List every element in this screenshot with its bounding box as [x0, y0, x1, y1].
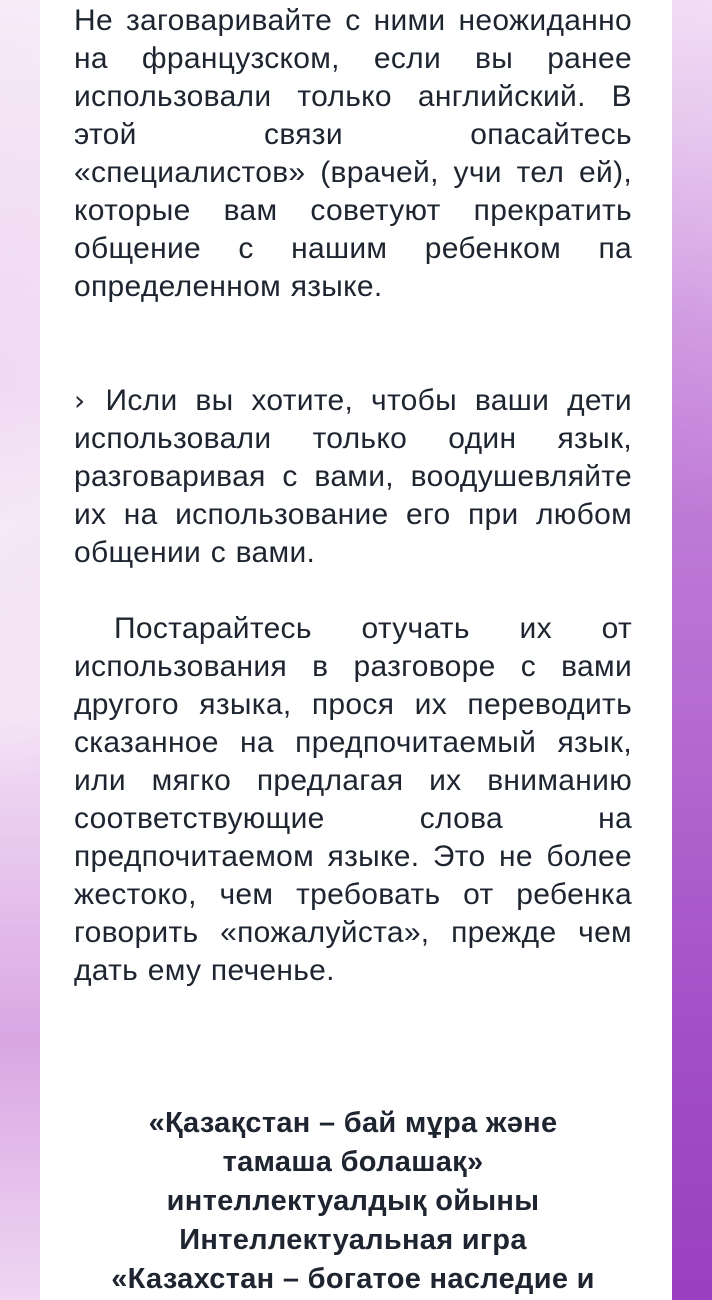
section-heading	[74, 1104, 632, 1299]
heading-line-1: «Қазақстан – бай мұра және	[148, 1107, 558, 1139]
paragraph-1: Не заговаривайте с ними неожиданно на французском, если вы ранее использовали только английский. В этой связи опасайтесь «специалистов» (врачей, учи тел ей), которые вам советуют прекратить общение с нашим ребенком па определенном языке.	[74, 4, 632, 303]
heading-line-2: тамаша болашақ»	[222, 1146, 484, 1178]
paragraph-3: Постарайтесь отучать их от использования в разговоре с вами другого языка, прося их переводить сказанное на предпочитаемый язык, или мягко предлагая их вниманию соответствующие слова на предпочитаемом языке. Это не более жестоко, чем требовать от ребенка говорить «пожалуйста», прежде чем дать ему печенье.	[74, 612, 632, 987]
heading-line-5: «Казахстан – богатое наследие и	[111, 1263, 595, 1295]
heading-line-4: Интеллектуальная игра	[179, 1224, 527, 1256]
paragraph-2-text: Исли вы хотите, чтобы ваши дети использовали только один язык, разговаривая с вами, воодушевляйте их на использование его при любом общении с вами.	[74, 384, 632, 569]
decorative-border-right	[672, 0, 712, 1300]
paragraph-2	[74, 382, 632, 572]
decorative-border-left	[0, 0, 40, 1300]
bullet-arrow-icon: ›	[74, 384, 86, 417]
heading-line-3: интеллектуалдық ойыны	[166, 1185, 540, 1217]
